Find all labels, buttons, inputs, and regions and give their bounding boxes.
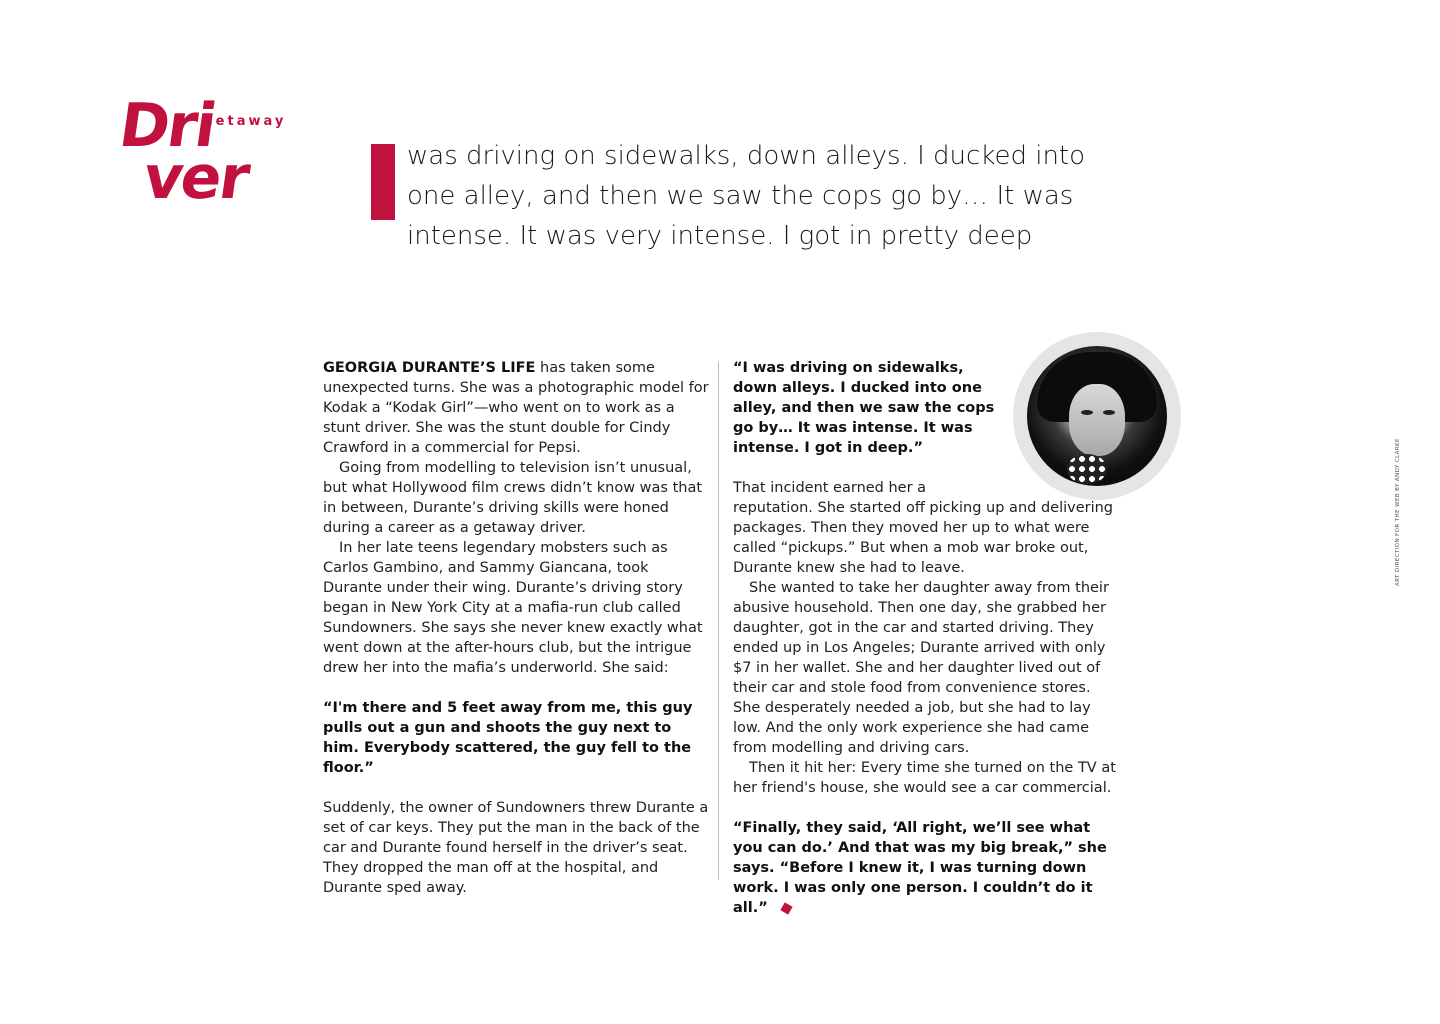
dropcap-i <box>371 144 395 220</box>
getaway-driver-logo <box>112 91 312 230</box>
paragraph: Suddenly, the owner of Sundowners threw Durante a set of car keys. They put the man in the back of the car and Durante found herself in the driver’s seat. They dropped the man off at the hospital, and Durante sped away. <box>323 800 709 896</box>
logo-line-2: ver <box>139 143 253 213</box>
portrait-photo-frame <box>1013 332 1181 500</box>
inline-quote: “I was driving on sidewalks, down alleys. I ducked into one alley, and then we saw the cops go by… It was intense. It was intense. I got in deep.” <box>733 360 995 456</box>
column-divider <box>718 362 719 880</box>
article-column-1 <box>323 358 709 898</box>
art-direction-credit: ART DIRECTION FOR THE WEB BY ANDY CLARKE <box>1395 438 1401 586</box>
paragraph: She wanted to take her daughter away from their abusive household. Then one day, she grabbed her daughter, got in the car and started driving. They ended up in Los Angeles; Durante arrived with only $7 in her wallet. She and her daughter lived out of their car and stole food from convenience stores. She desperately needed a job, but she had to lay low. And the only work experience she had came from modelling and driving cars. <box>733 580 1109 756</box>
closing-quote-text: “Finally, they said, ‘All right, we’ll see what you can do.’ And that was my big break,” she says. “Before I knew it, I was turning down work. I was only one person. I couldn’t do it all.” <box>733 820 1107 916</box>
paragraph: Going from modelling to television isn’t unusual, but what Hollywood film crews didn’t know was that in between, Durante’s driving skills were honed during a career as a getaway driver. <box>323 460 703 536</box>
paragraph: In her late teens legendary mobsters such as Carlos Gambino, and Sammy Giancana, took Durante under their wing. Durante’s driving story began in New York City at a mafia-run club called Sundowners. She says she never knew exactly what went down at the after-hours club, but the intrigue drew her into the mafia’s underworld. She said: <box>323 540 703 676</box>
end-mark-icon <box>780 902 792 914</box>
portrait-photo <box>1027 346 1167 486</box>
pull-quote-text: was driving on sidewalks, down alleys. I ducked into one alley, and then we saw the cops go by… It was intense. It was very intense. I got in pretty deep <box>407 141 1086 251</box>
inline-quote: “I'm there and 5 feet away from me, this guy pulls out a gun and shoots the guy next to him. Everybody scattered, the guy fell to the floor.” <box>323 700 693 776</box>
closing-quote <box>733 818 1119 918</box>
paragraph <box>323 358 709 458</box>
logo-kicker: Getaway <box>202 114 287 129</box>
paragraph-text: has taken some unexpected turns. She was a photographic model for Kodak a “Kodak Girl”—who went on to work as a stunt driver. She was the stunt double for Cindy Crawford in a commercial for Pepsi. <box>323 360 709 456</box>
paragraph: Then it hit her: Every time she turned on the TV at her friend's house, she would see a car commercial. <box>733 760 1116 796</box>
paragraph: That incident earned her a reputation. She started off picking up and delivering packages. Then they moved her up to what were called “pickups.” But when a mob war broke out, Durante knew she had to leave. <box>733 480 1114 576</box>
lead-in: GEORGIA DURANTE’S LIFE <box>323 360 536 376</box>
pull-quote <box>371 136 1131 256</box>
logo-line-1: Dri <box>115 91 219 161</box>
